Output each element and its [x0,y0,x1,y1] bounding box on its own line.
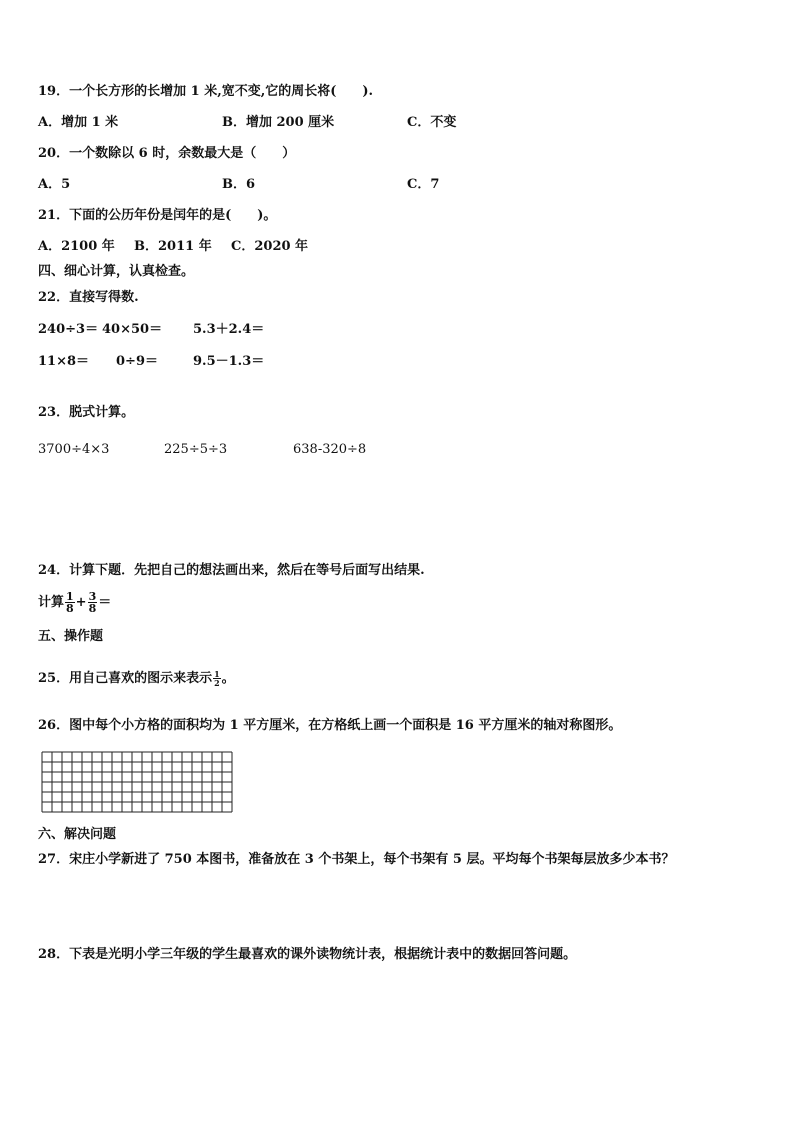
q22-item-4: 11×8＝ [38,354,90,369]
q24-fraction-2-denominator: 8 [88,602,97,615]
q25-line [38,668,235,690]
q25-fraction [213,670,221,687]
q25-fraction-numerator: 1 [214,669,220,679]
q20-stem: 20．一个数除以 6 时，余数最大是（ ） [38,146,296,161]
q22-item-6: 9.5－1.3＝ [193,354,265,369]
q23-item-1: 3700÷4×3 [38,442,110,457]
q24-equals: ＝ [98,595,112,610]
q22-item-3: 5.3＋2.4＝ [193,322,265,337]
grid-svg [40,750,234,814]
q24-expression [38,590,111,616]
q24-fraction-2-numerator: 3 [88,590,97,603]
q22-item-5: 0÷9＝ [116,354,158,369]
section-6-heading: 六、解决问题 [38,827,117,842]
q19-stem: 19．一个长方形的长增加 1 米,宽不变,它的周长将( ). [38,84,374,99]
q22-item-2: 40×50＝ [102,322,163,337]
q22-stem: 22．直接写得数. [38,290,139,305]
q23-item-2: 225÷5÷3 [164,442,228,457]
q20-option-c: C．7 [407,177,440,192]
q22-item-1: 240÷3＝ [38,322,99,337]
q24-stem: 24．计算下题．先把自己的想法画出来，然后在等号后面写出结果. [38,563,425,578]
q24-fraction-1-denominator: 8 [66,602,74,615]
q25-stem: 25．用自己喜欢的图示来表示 [38,671,213,686]
q24-fraction-1 [65,591,75,614]
q23-stem: 23．脱式计算。 [38,405,135,420]
square-grid-paper [40,750,234,814]
q20-option-a: A．5 [38,177,71,192]
q25-end: 。 [221,671,235,686]
section-4-heading: 四、细心计算，认真检查。 [38,264,195,279]
q24-prefix: 计算 [38,595,65,610]
q28-stem: 28．下表是光明小学三年级的学生最喜欢的课外读物统计表，根据统计表中的数据回答问题。 [38,947,577,962]
q26-stem: 26．图中每个小方格的面积均为 1 平方厘米，在方格纸上画一个面积是 16 平方厘米的轴对称图形。 [38,718,622,733]
q27-stem: 27．宋庄小学新进了 750 本图书，准备放在 3 个书架上，每个书架有 5 层。平均每个书架每层放多少本书？ [38,852,675,867]
q19-option-b: B．增加 200 厘米 [222,115,335,130]
q24-fraction-2 [88,591,98,614]
q24-fraction-1-numerator: 1 [66,590,74,603]
q21-option-b: B．2011 年 [134,239,212,254]
q21-option-a: A．2100 年 [38,239,115,254]
q21-option-c: C．2020 年 [231,239,309,254]
q25-fraction-denominator: 2 [214,678,220,688]
q24-plus: + [75,595,87,610]
q19-option-c: C．不变 [407,115,457,130]
q21-stem: 21．下面的公历年份是闰年的是( )。 [38,208,277,223]
section-5-heading: 五、操作题 [38,629,104,644]
q19-option-a: A．增加 1 米 [38,115,119,130]
q23-item-3: 638-320÷8 [293,442,367,457]
q20-option-b: B．6 [222,177,256,192]
